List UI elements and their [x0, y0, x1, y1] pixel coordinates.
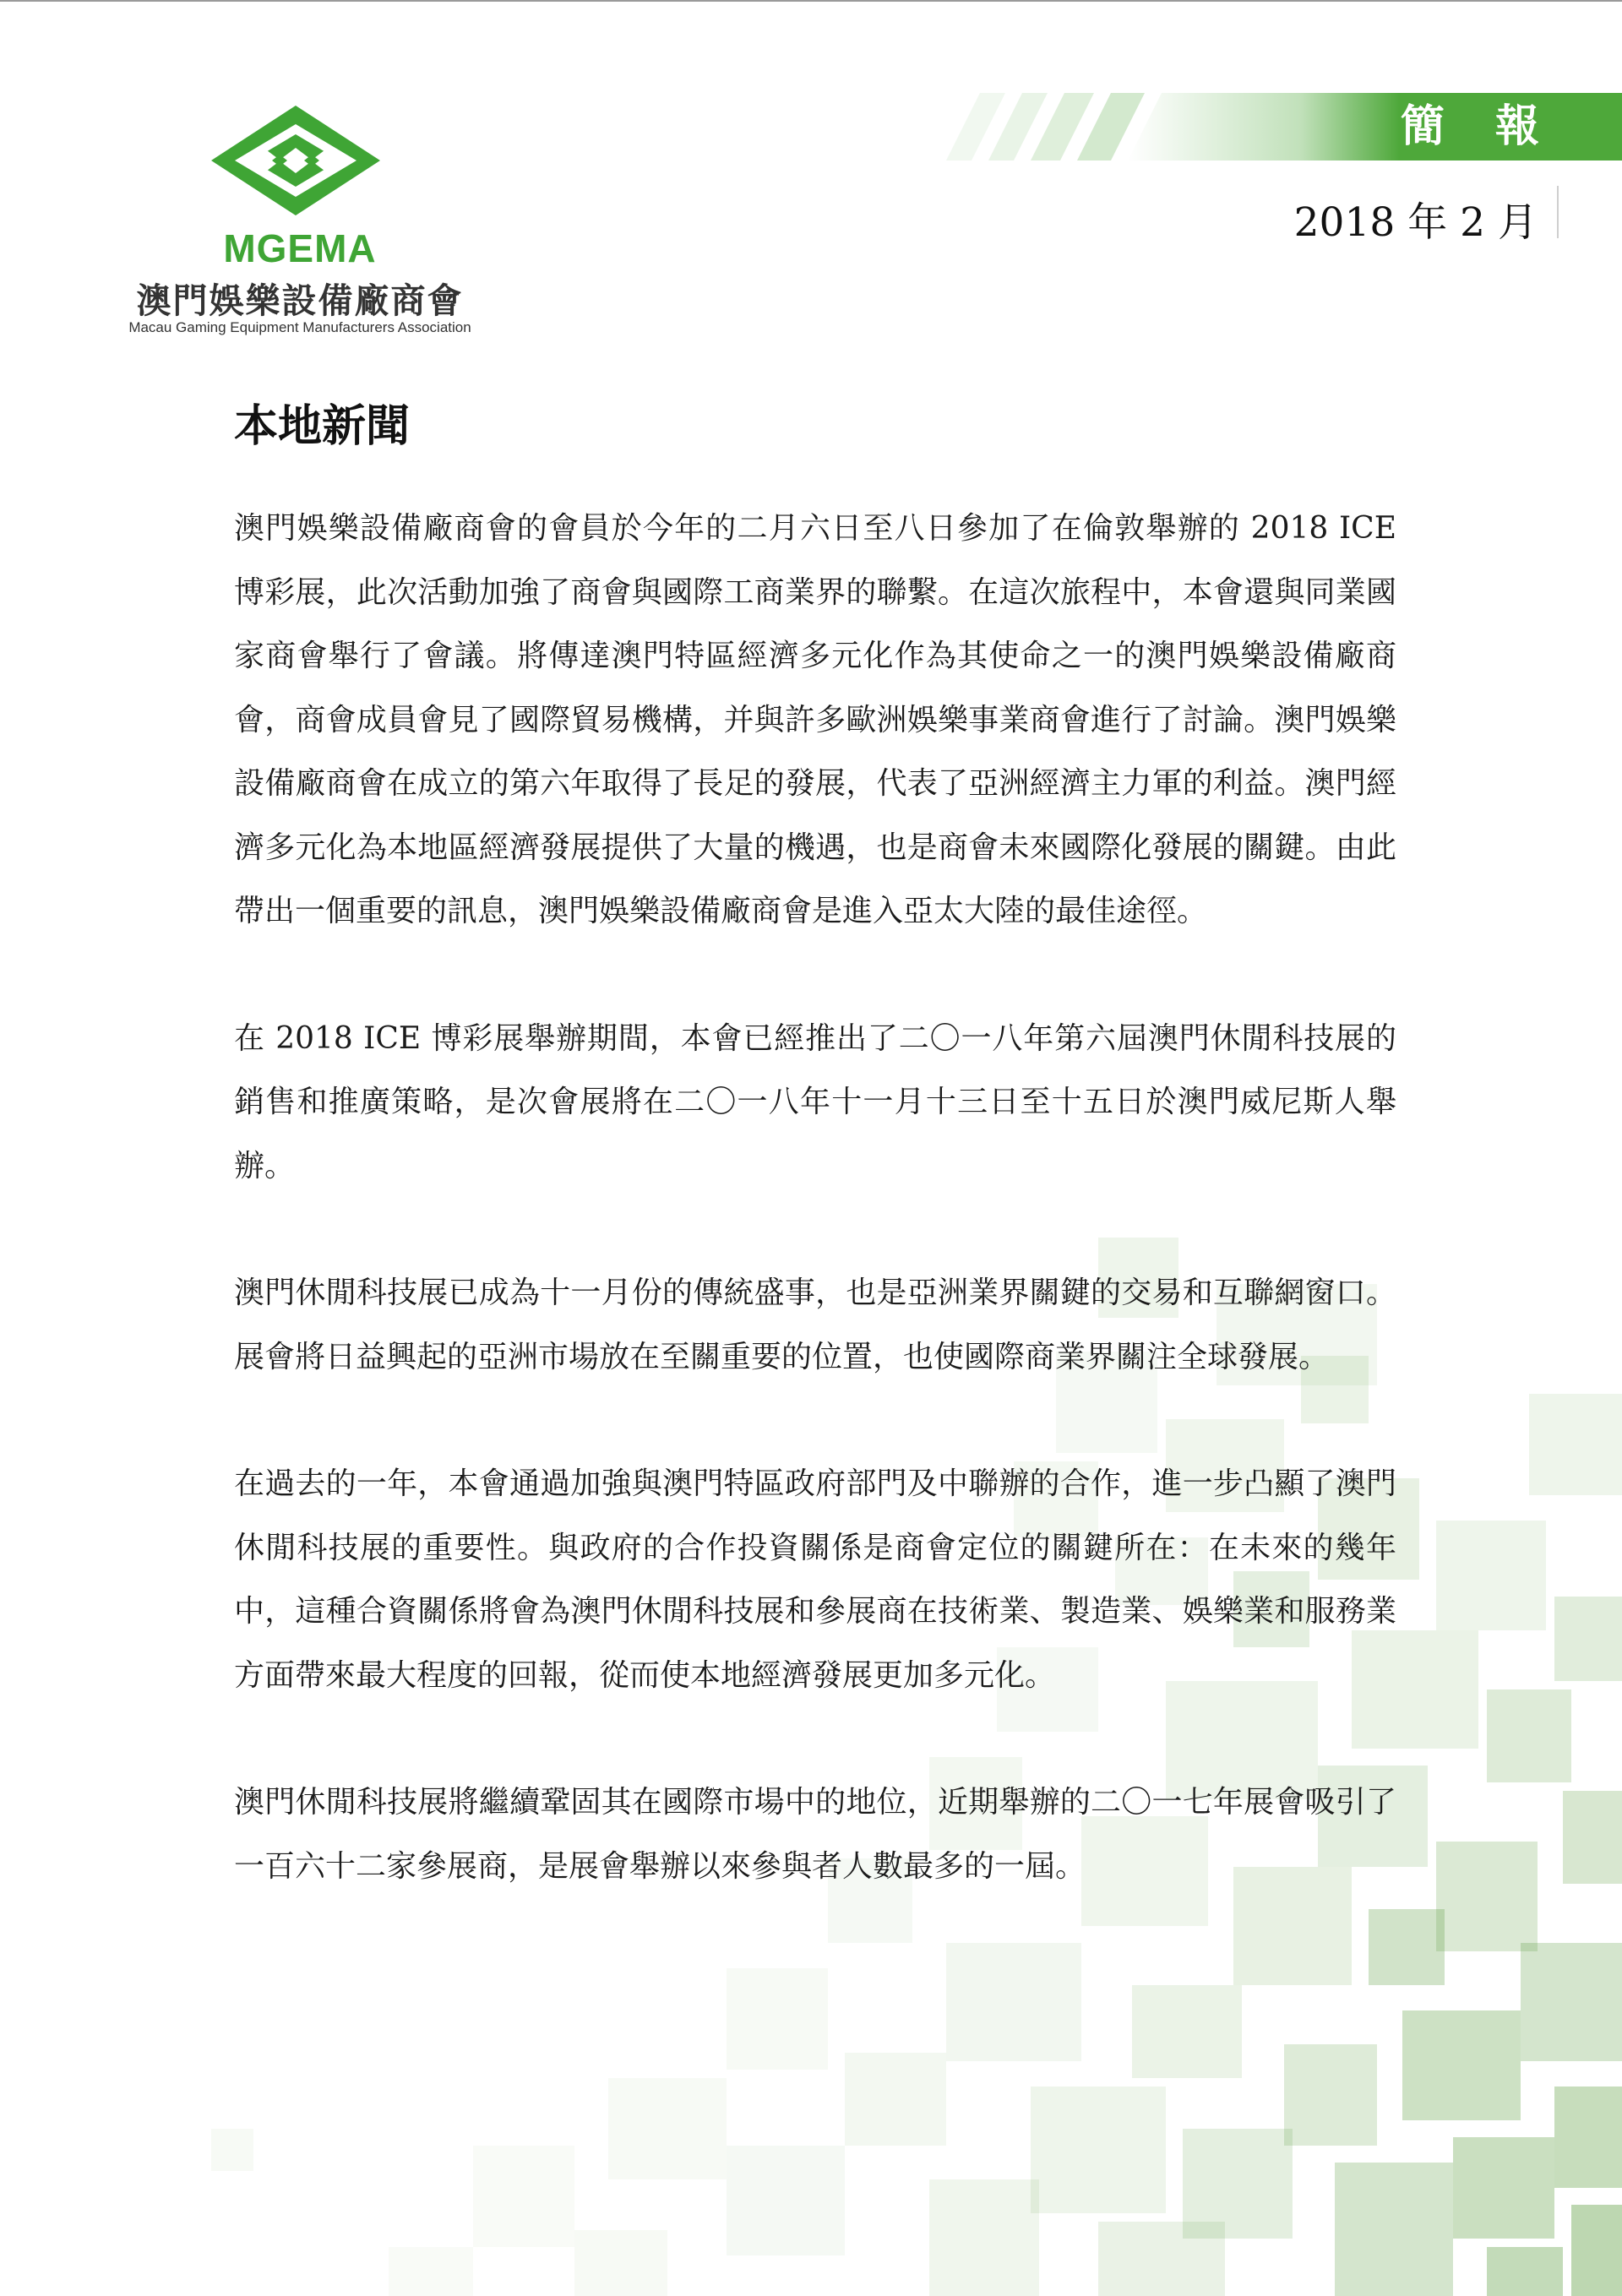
paragraph-4: 在過去的一年，本會通過加強與澳門特區政府部門及中聯辦的合作，進一步凸顯了澳門休閒科技展的重要性。與政府的合作投資關係是商會定位的關鍵所在：在未來的幾年中，這種合資關係將會為澳門休閒科技展和參展商在技術業、製造業、娛樂業和服務業方面帶來最大程度的回報，從而使本地經濟發展更加多元化。	[234, 1466, 1396, 1693]
logo-name-english: Macau Gaming Equipment Manufacturers Association	[128, 319, 471, 335]
issue-date: 2018 年 2 月	[1293, 199, 1538, 246]
top-rule	[0, 0, 1622, 2]
date-divider	[1557, 186, 1559, 238]
diamond-logo-icon	[211, 106, 380, 215]
paragraph-3: 澳門休閒科技展已成為十一月份的傳統盛事，也是亞洲業界關鍵的交易和互聯網窗口。展會將日益興起的亞洲市場放在至關重要的位置，也使國際商業界關注全球發展。	[234, 1276, 1396, 1374]
mgema-logo	[114, 106, 486, 351]
section-title: 本地新聞	[234, 401, 411, 452]
logo-name-chinese: 澳門娛樂設備廠商會	[136, 280, 464, 321]
paragraph-2: 在 2018 ICE 博彩展舉辦期間，本會已經推出了二〇一八年第六屆澳門休閒科技展的銷售和推廣策略，是次會展將在二〇一八年十一月十三日至十五日於澳門威尼斯人舉辦。	[234, 1020, 1396, 1183]
paragraph-5: 澳門休閒科技展將繼續鞏固其在國際市場中的地位，近期舉辦的二〇一七年展會吸引了一百六十二家參展商，是展會舉辦以來參與者人數最多的一屆。	[234, 1785, 1396, 1884]
article-body	[234, 497, 1396, 1961]
logo-acronym: MGEMA	[223, 226, 377, 270]
paragraph-1: 澳門娛樂設備廠商會的會員於今年的二月六日至八日參加了在倫敦舉辦的 2018 ICE 博彩展，此次活動加強了商會與國際工商業界的聯繫。在這次旅程中，本會還與同業國家商會舉行了會議。將傳達澳門特區經濟多元化作為其使命之一的澳門娛樂設備廠商會，商會成員會見了國際貿易機構，并與許多歐洲娛樂事業商會進行了討論。澳門娛樂設備廠商會在成立的第六年取得了長足的發展，代表了亞洲經濟主力軍的利益。澳門經濟多元化為本地區經濟發展提供了大量的機遇，也是商會未來國際化發展的關鍵。由此帶出一個重要的訊息，澳門娛樂設備廠商會是進入亞太大陸的最佳途徑。	[234, 511, 1396, 928]
newsletter-banner-title: 簡報	[1400, 101, 1590, 152]
